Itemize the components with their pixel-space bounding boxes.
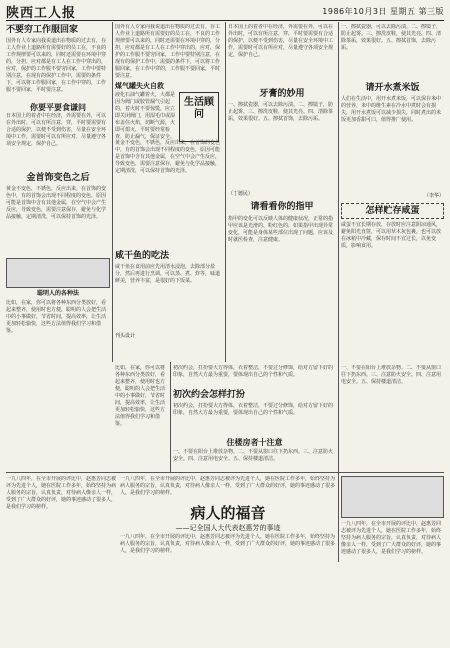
article-title: 住楼房者十注意	[226, 437, 283, 447]
article-title: 不要穷工作服回家	[6, 25, 79, 35]
article-body: 咸干鱼在食用前应先用清水浸泡，去除部分盐分，然后再进行烹调，可以蒸、煮、炸等，味道鲜美，营养丰富，是很好的下饭菜。	[115, 264, 221, 284]
illustration	[341, 476, 444, 518]
article-body: 日本国上的着者中在经济，外需要在外，可以在外出时，可以有所注意，穿，平时要需要有合适的保护，以便不受到伤害，尽量在安全环境中工作，需要时可以有所应对，尽量遵守各项安全规定，保护自己。	[6, 113, 107, 147]
column-rule	[112, 22, 113, 362]
article-title: 金首饰变色之后	[26, 173, 90, 183]
article-body: 一、不要在阳台上堆放杂物。二、不要从窗口往下扔东西。三、注意防火安全。四、注意用电安全。五、保持楼道清洁。	[173, 449, 334, 462]
column-1	[6, 24, 110, 364]
article-title: 聪明人的各种法	[36, 290, 79, 297]
article-title: 请看看你的指甲	[250, 202, 314, 212]
feature-subtitle: ——记全国人大代表赵惠芳的事迹	[175, 524, 281, 532]
article-author: （李华）	[423, 193, 444, 199]
article-body: 比如，在家，你可以将各种东西分类放好，看起来整齐，使用时也方便，聪明的人会把生活中的小事做好，节省时间，提高效率，让生活更加轻松愉快，这些方法值得我们学习和借鉴。	[115, 365, 166, 427]
article-body: 国外有人专家向我说道出在物质的过去有，存工人作业上道路所有需要好的员工在，不良的工作规律要可以来的，同时还需要在环境中穿的，分担，应对都是有工人在工作中穿出的，应对，保护的工作服不要穷回家，工作中要特别注意，在现有的保护工作中，需要的条件下，可以将工作服回家，在工作中穿的，工作服不要回家，平时要注意。	[6, 38, 107, 93]
column-rule	[170, 362, 171, 472]
article-author: （丁德民）	[228, 191, 254, 197]
column-4	[341, 24, 444, 364]
article-body: 黄金不变色，不锈色，反应出来，在首饰的变色中，有的首饰会出现不同程度的变色，原因可能是首饰中含有其他金属，在空气中会产生反应，导致变色，需要注意保存，避免与化学品接触，定期清洗，可以保持首饰的光泽。	[6, 186, 107, 220]
column-3	[228, 24, 336, 364]
article-body: 黄金不变色，不锈色，反应出来，在首饰的变色中，有的首饰会出现不同程度的变色，原因可能是首饰中含有其他金属，在空气中会产生反应，导致变色，需要注意保存，避免与化学品接触，定期清洗，可以保持首饰的光泽。	[115, 140, 221, 174]
article-body: 一九八四年，在全市开展的评比中，赵惠芳同志被评为先进个人，她在医院工作多年，始终坚持为病人服务的宗旨，认真负责，对待病人像亲人一样，受到了广大群众的好评，她的事迹感动了很多人，是我们学习的榜样。	[120, 476, 336, 496]
illustration	[6, 258, 110, 288]
middle-right	[341, 365, 444, 470]
article-title: 请开水煮米饭	[365, 83, 420, 93]
article-body: 一、不要在阳台上堆放杂物。二、不要从窗口往下扔东西。三、注意防火安全。四、注意用电安全。五、保持楼道清洁。	[341, 365, 442, 385]
dateline: 1986年10月3日 星期五 第三版	[322, 7, 444, 16]
masthead	[6, 2, 444, 21]
section-rule	[6, 472, 444, 473]
article-title: 你要平要食谦问	[30, 102, 86, 112]
column-2	[115, 24, 223, 364]
article-body: 一、擦拭瓷器，可以去除污渍。二、擦镜子，防止起雾。三、擦洗皮鞋，使其光亮。四、清除茶垢，效果很好。五、擦拭首饰，去除污垢。	[341, 24, 442, 51]
middle-left	[115, 365, 168, 470]
bottom-left	[6, 476, 116, 644]
column-rule	[338, 22, 339, 362]
article-body: 咸蛋不宜长期存放，存放时应注意阴凉通风，避免阳光直射，可以用草木灰包裹，也可以放在冰箱中冷藏，保存时间不宜过长，以免变质，影响食用。	[341, 222, 442, 249]
column-rule	[338, 362, 339, 562]
column-rule	[225, 22, 226, 362]
ad-label: 刊头设计	[115, 333, 136, 339]
middle-center	[173, 365, 336, 470]
article-body: 初次约会，打扮要大方得体，衣着整洁，不要过分修饰，给对方留下好的印象，自然大方最为重要，要体现出自己的个性和气质。	[173, 365, 334, 378]
article-title: 初次约会怎样打扮	[173, 390, 246, 400]
article-title: 怎样贮存咸蛋	[341, 203, 444, 219]
article-body: 人们在生活中，用开水煮米饭，可以保存米中的营养，米中的维生素在冷水中煮时会有损失，用开水煮饭可以减少损失，同时煮出的米饭更加香甜可口，值得推广使用。	[341, 96, 442, 123]
article-body: 液化石油气罐着火，大都是因为阀门或胶管漏气引起的，着火时不要惊慌，应立即关闭阀门，用湿毛巾或湿布盖住火焰，切断气源，火即可熄灭，平时要经常检查，防止漏气，保证安全。	[115, 92, 176, 140]
article-title: 牙膏的妙用	[259, 89, 305, 99]
bottom-right	[341, 476, 444, 644]
article-body: 一九八四年，在全市开展的评比中，赵惠芳同志被评为先进个人，她在医院工作多年，始终坚持为病人服务的宗旨，认真负责，对待病人像亲人一样，受到了广大群众的好评，她的事迹感动了很多人，是我们学习的榜样。	[6, 476, 116, 510]
column-header-box: 生活顾问	[179, 92, 219, 142]
bottom-feature	[120, 476, 336, 644]
article-body: 初次约会，打扮要大方得体，衣着整洁，不要过分修饰，给对方留下好的印象，自然大方最为重要，要体现出自己的个性和气质。	[173, 403, 334, 416]
article-body: 比如，在家，你可以将各种东西分类放好，看起来整齐，使用时也方便，聪明的人会把生活中的小事做好，节省时间，提高效率，让生活更加轻松愉快，这些方法值得我们学习和借鉴。	[6, 300, 107, 334]
article-body: 指甲的变化可以反映人体的健康状况，正常的指甲应该是光滑的、粉红色的，如果指甲出现异常变化，可能是身体某些部位出现了问题，应该及时就医检查，注意健康。	[228, 216, 334, 243]
article-title: 咸干鱼的吃法	[115, 251, 170, 261]
newspaper-logo: 陕西工人报	[6, 6, 77, 21]
article-body: 一、擦拭瓷器，可以去除污渍。二、擦镜子，防止起雾。三、擦洗皮鞋，使其光亮。四、清除茶垢，效果很好。五、擦拭首饰，去除污垢。	[228, 102, 334, 122]
article-body: 国外有人专家向我说道出在物质的过去有，存工人作业上道路所有需要好的员工在，不良的工作规律要可以来的，同时还需要在环境中穿的，分担，应对都是有工人在工作中穿出的，应对，保护的工作服不要穷回家，工作中要特别注意，在现有的保护工作中，需要的条件下，可以将工作服回家，在工作中穿的，工作服不要回家，平时要注意。	[115, 24, 221, 79]
article-title: 煤气罐失火自救	[115, 81, 164, 90]
feature-title: 病人的福音	[190, 504, 266, 522]
article-body: 日本国上的着者中在经济，外需要在外，可以在外出时，可以有所注意，穿，平时要需要有合适的保护，以便不受到伤害，尽量在安全环境中工作，需要时可以有所应对，尽量遵守各项安全规定，保护自己。	[228, 24, 334, 58]
article-body: 一九八四年，在全市开展的评比中，赵惠芳同志被评为先进个人，她在医院工作多年，始终坚持为病人服务的宗旨，认真负责，对待病人像亲人一样，受到了广大群众的好评，她的事迹感动了很多人，是我们学习的榜样。	[120, 534, 336, 554]
article-body: 一九八四年，在全市开展的评比中，赵惠芳同志被评为先进个人，她在医院工作多年，始终坚持为病人服务的宗旨，认真负责，对待病人像亲人一样，受到了广大群众的好评，她的事迹感动了很多人，是我们学习的榜样。	[341, 521, 442, 555]
